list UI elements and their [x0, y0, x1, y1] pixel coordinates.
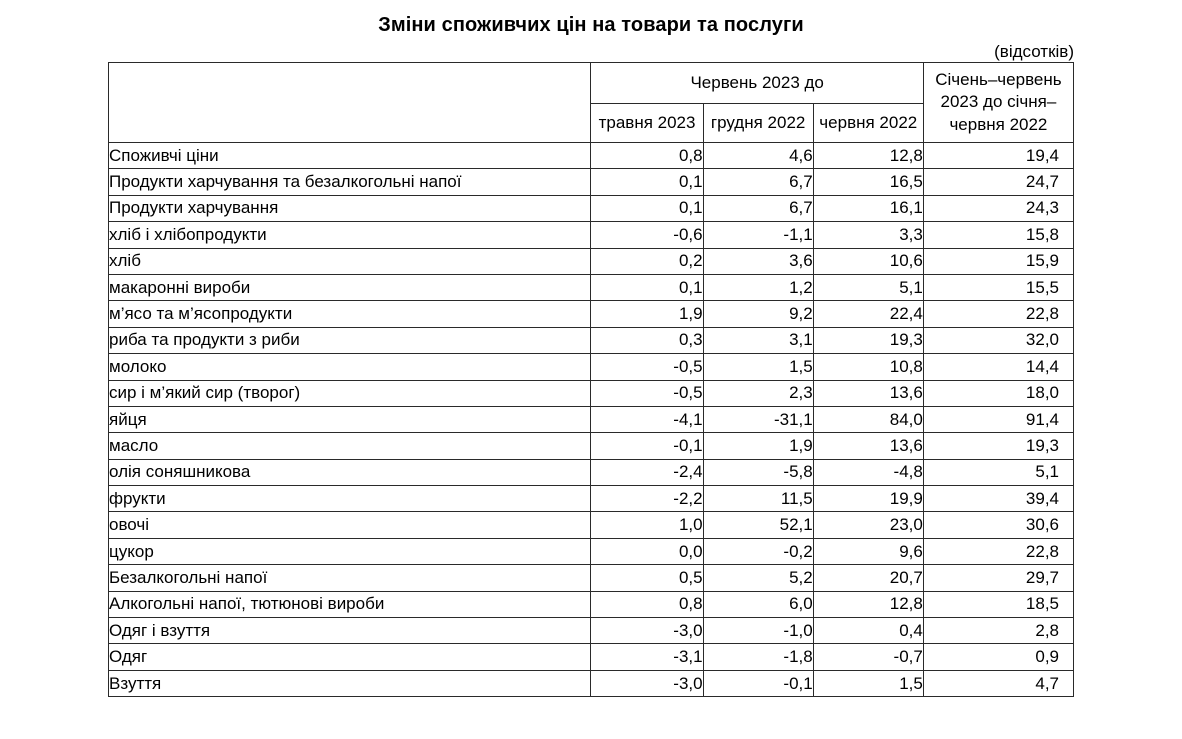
row-value: 0,5 — [591, 565, 703, 591]
row-value: 0,1 — [591, 195, 703, 221]
row-value: 22,8 — [923, 538, 1073, 564]
row-value: 9,6 — [813, 538, 923, 564]
row-label: Продукти харчування та безалкогольні напої — [109, 169, 591, 195]
row-value: 1,5 — [703, 354, 813, 380]
row-value: 14,4 — [923, 354, 1073, 380]
table-row — [109, 486, 1074, 512]
row-label: овочі — [109, 512, 591, 538]
row-value: 24,7 — [923, 169, 1073, 195]
page-title: Зміни споживчих цін на товари та послуги — [378, 14, 804, 36]
row-label: хліб — [109, 248, 591, 274]
header-row-top — [109, 63, 1074, 104]
row-value: 0,9 — [923, 644, 1073, 670]
row-value: -0,5 — [591, 354, 703, 380]
row-label: олія соняшникова — [109, 459, 591, 485]
table-row — [109, 354, 1074, 380]
row-label: Взуття — [109, 670, 591, 696]
row-value: 12,8 — [813, 143, 923, 169]
row-value: 19,9 — [813, 486, 923, 512]
table-row — [109, 433, 1074, 459]
row-value: 1,0 — [591, 512, 703, 538]
row-label: масло — [109, 433, 591, 459]
row-value: 15,9 — [923, 248, 1073, 274]
row-value: 12,8 — [813, 591, 923, 617]
row-value: 4,7 — [923, 670, 1073, 696]
row-label: Одяг і взуття — [109, 618, 591, 644]
row-value: 39,4 — [923, 486, 1073, 512]
row-value: 18,0 — [923, 380, 1073, 406]
row-value: 32,0 — [923, 327, 1073, 353]
table-row — [109, 327, 1074, 353]
row-value: 22,4 — [813, 301, 923, 327]
header-group-label: Червень 2023 до — [591, 63, 923, 104]
row-value: 10,6 — [813, 248, 923, 274]
header-corner-cell — [109, 63, 591, 143]
row-value: 10,8 — [813, 354, 923, 380]
row-label: м’ясо та м’ясопродукти — [109, 301, 591, 327]
row-value: 15,8 — [923, 222, 1073, 248]
row-value: 6,7 — [703, 169, 813, 195]
row-value: -3,0 — [591, 618, 703, 644]
row-value: 0,4 — [813, 618, 923, 644]
cpi-table — [108, 62, 1074, 697]
row-label: хліб і хлібопродукти — [109, 222, 591, 248]
row-value: 24,3 — [923, 195, 1073, 221]
row-value: 13,6 — [813, 433, 923, 459]
row-value: 19,4 — [923, 143, 1073, 169]
row-label: Споживчі ціни — [109, 143, 591, 169]
row-value: 0,0 — [591, 538, 703, 564]
row-value: 16,1 — [813, 195, 923, 221]
row-value: 2,8 — [923, 618, 1073, 644]
row-value: -1,0 — [703, 618, 813, 644]
row-value: 0,8 — [591, 591, 703, 617]
row-value: 1,2 — [703, 274, 813, 300]
table-row — [109, 301, 1074, 327]
row-value: 19,3 — [813, 327, 923, 353]
table-row — [109, 195, 1074, 221]
row-value: -0,1 — [591, 433, 703, 459]
row-value: 5,2 — [703, 565, 813, 591]
header-sub-col-2: грудня 2022 — [703, 104, 813, 143]
row-value: -31,1 — [703, 406, 813, 432]
row-value: 1,9 — [703, 433, 813, 459]
table-row — [109, 274, 1074, 300]
row-value: 4,6 — [703, 143, 813, 169]
row-value: 29,7 — [923, 565, 1073, 591]
table-row — [109, 618, 1074, 644]
header-sub-col-3: червня 2022 — [813, 104, 923, 143]
row-value: -3,1 — [591, 644, 703, 670]
row-value: 0,3 — [591, 327, 703, 353]
table-row — [109, 380, 1074, 406]
row-value: 1,9 — [591, 301, 703, 327]
row-value: 18,5 — [923, 591, 1073, 617]
row-value: 3,6 — [703, 248, 813, 274]
table-row — [109, 248, 1074, 274]
row-value: 6,7 — [703, 195, 813, 221]
row-value: 11,5 — [703, 486, 813, 512]
row-label: яйця — [109, 406, 591, 432]
row-label: Продукти харчування — [109, 195, 591, 221]
row-value: 23,0 — [813, 512, 923, 538]
row-value: -2,4 — [591, 459, 703, 485]
row-value: 13,6 — [813, 380, 923, 406]
row-value: -4,8 — [813, 459, 923, 485]
row-label: Алкогольні напої, тютюнові вироби — [109, 591, 591, 617]
row-value: 0,2 — [591, 248, 703, 274]
row-label: фрукти — [109, 486, 591, 512]
row-value: 6,0 — [703, 591, 813, 617]
row-value: 5,1 — [813, 274, 923, 300]
table-row — [109, 222, 1074, 248]
table-row — [109, 459, 1074, 485]
row-value: 20,7 — [813, 565, 923, 591]
table-body — [109, 143, 1074, 697]
row-value: 3,1 — [703, 327, 813, 353]
row-label: риба та продукти з риби — [109, 327, 591, 353]
row-value: 9,2 — [703, 301, 813, 327]
table-row — [109, 565, 1074, 591]
row-value: 3,3 — [813, 222, 923, 248]
row-value: -5,8 — [703, 459, 813, 485]
row-value: 2,3 — [703, 380, 813, 406]
table-row — [109, 512, 1074, 538]
row-value: -0,5 — [591, 380, 703, 406]
table-row — [109, 591, 1074, 617]
row-value: 52,1 — [703, 512, 813, 538]
header-last-column: Січень–червень 2023 до січня–червня 2022 — [923, 63, 1073, 143]
row-value: 91,4 — [923, 406, 1073, 432]
row-value: 15,5 — [923, 274, 1073, 300]
row-label: сир і м’який сир (творог) — [109, 380, 591, 406]
table-row — [109, 406, 1074, 432]
row-value: -1,1 — [703, 222, 813, 248]
row-label: цукор — [109, 538, 591, 564]
row-value: 16,5 — [813, 169, 923, 195]
row-value: -0,6 — [591, 222, 703, 248]
table-row — [109, 644, 1074, 670]
row-value: 5,1 — [923, 459, 1073, 485]
row-value: 0,1 — [591, 169, 703, 195]
row-value: 0,1 — [591, 274, 703, 300]
row-label: Безалкогольні напої — [109, 565, 591, 591]
units-note: (відсотків) — [994, 42, 1074, 61]
row-label: макаронні вироби — [109, 274, 591, 300]
row-value: -0,2 — [703, 538, 813, 564]
row-value: -3,0 — [591, 670, 703, 696]
row-value: -2,2 — [591, 486, 703, 512]
row-label: Одяг — [109, 644, 591, 670]
row-value: -0,7 — [813, 644, 923, 670]
row-value: 84,0 — [813, 406, 923, 432]
row-label: молоко — [109, 354, 591, 380]
row-value: -0,1 — [703, 670, 813, 696]
row-value: -1,8 — [703, 644, 813, 670]
row-value: 1,5 — [813, 670, 923, 696]
table-row — [109, 143, 1074, 169]
header-sub-col-1: травня 2023 — [591, 104, 703, 143]
table-row — [109, 169, 1074, 195]
table-row — [109, 538, 1074, 564]
row-value: 22,8 — [923, 301, 1073, 327]
row-value: 30,6 — [923, 512, 1073, 538]
row-value: -4,1 — [591, 406, 703, 432]
row-value: 0,8 — [591, 143, 703, 169]
table-header — [109, 63, 1074, 143]
row-value: 19,3 — [923, 433, 1073, 459]
table-row — [109, 670, 1074, 696]
